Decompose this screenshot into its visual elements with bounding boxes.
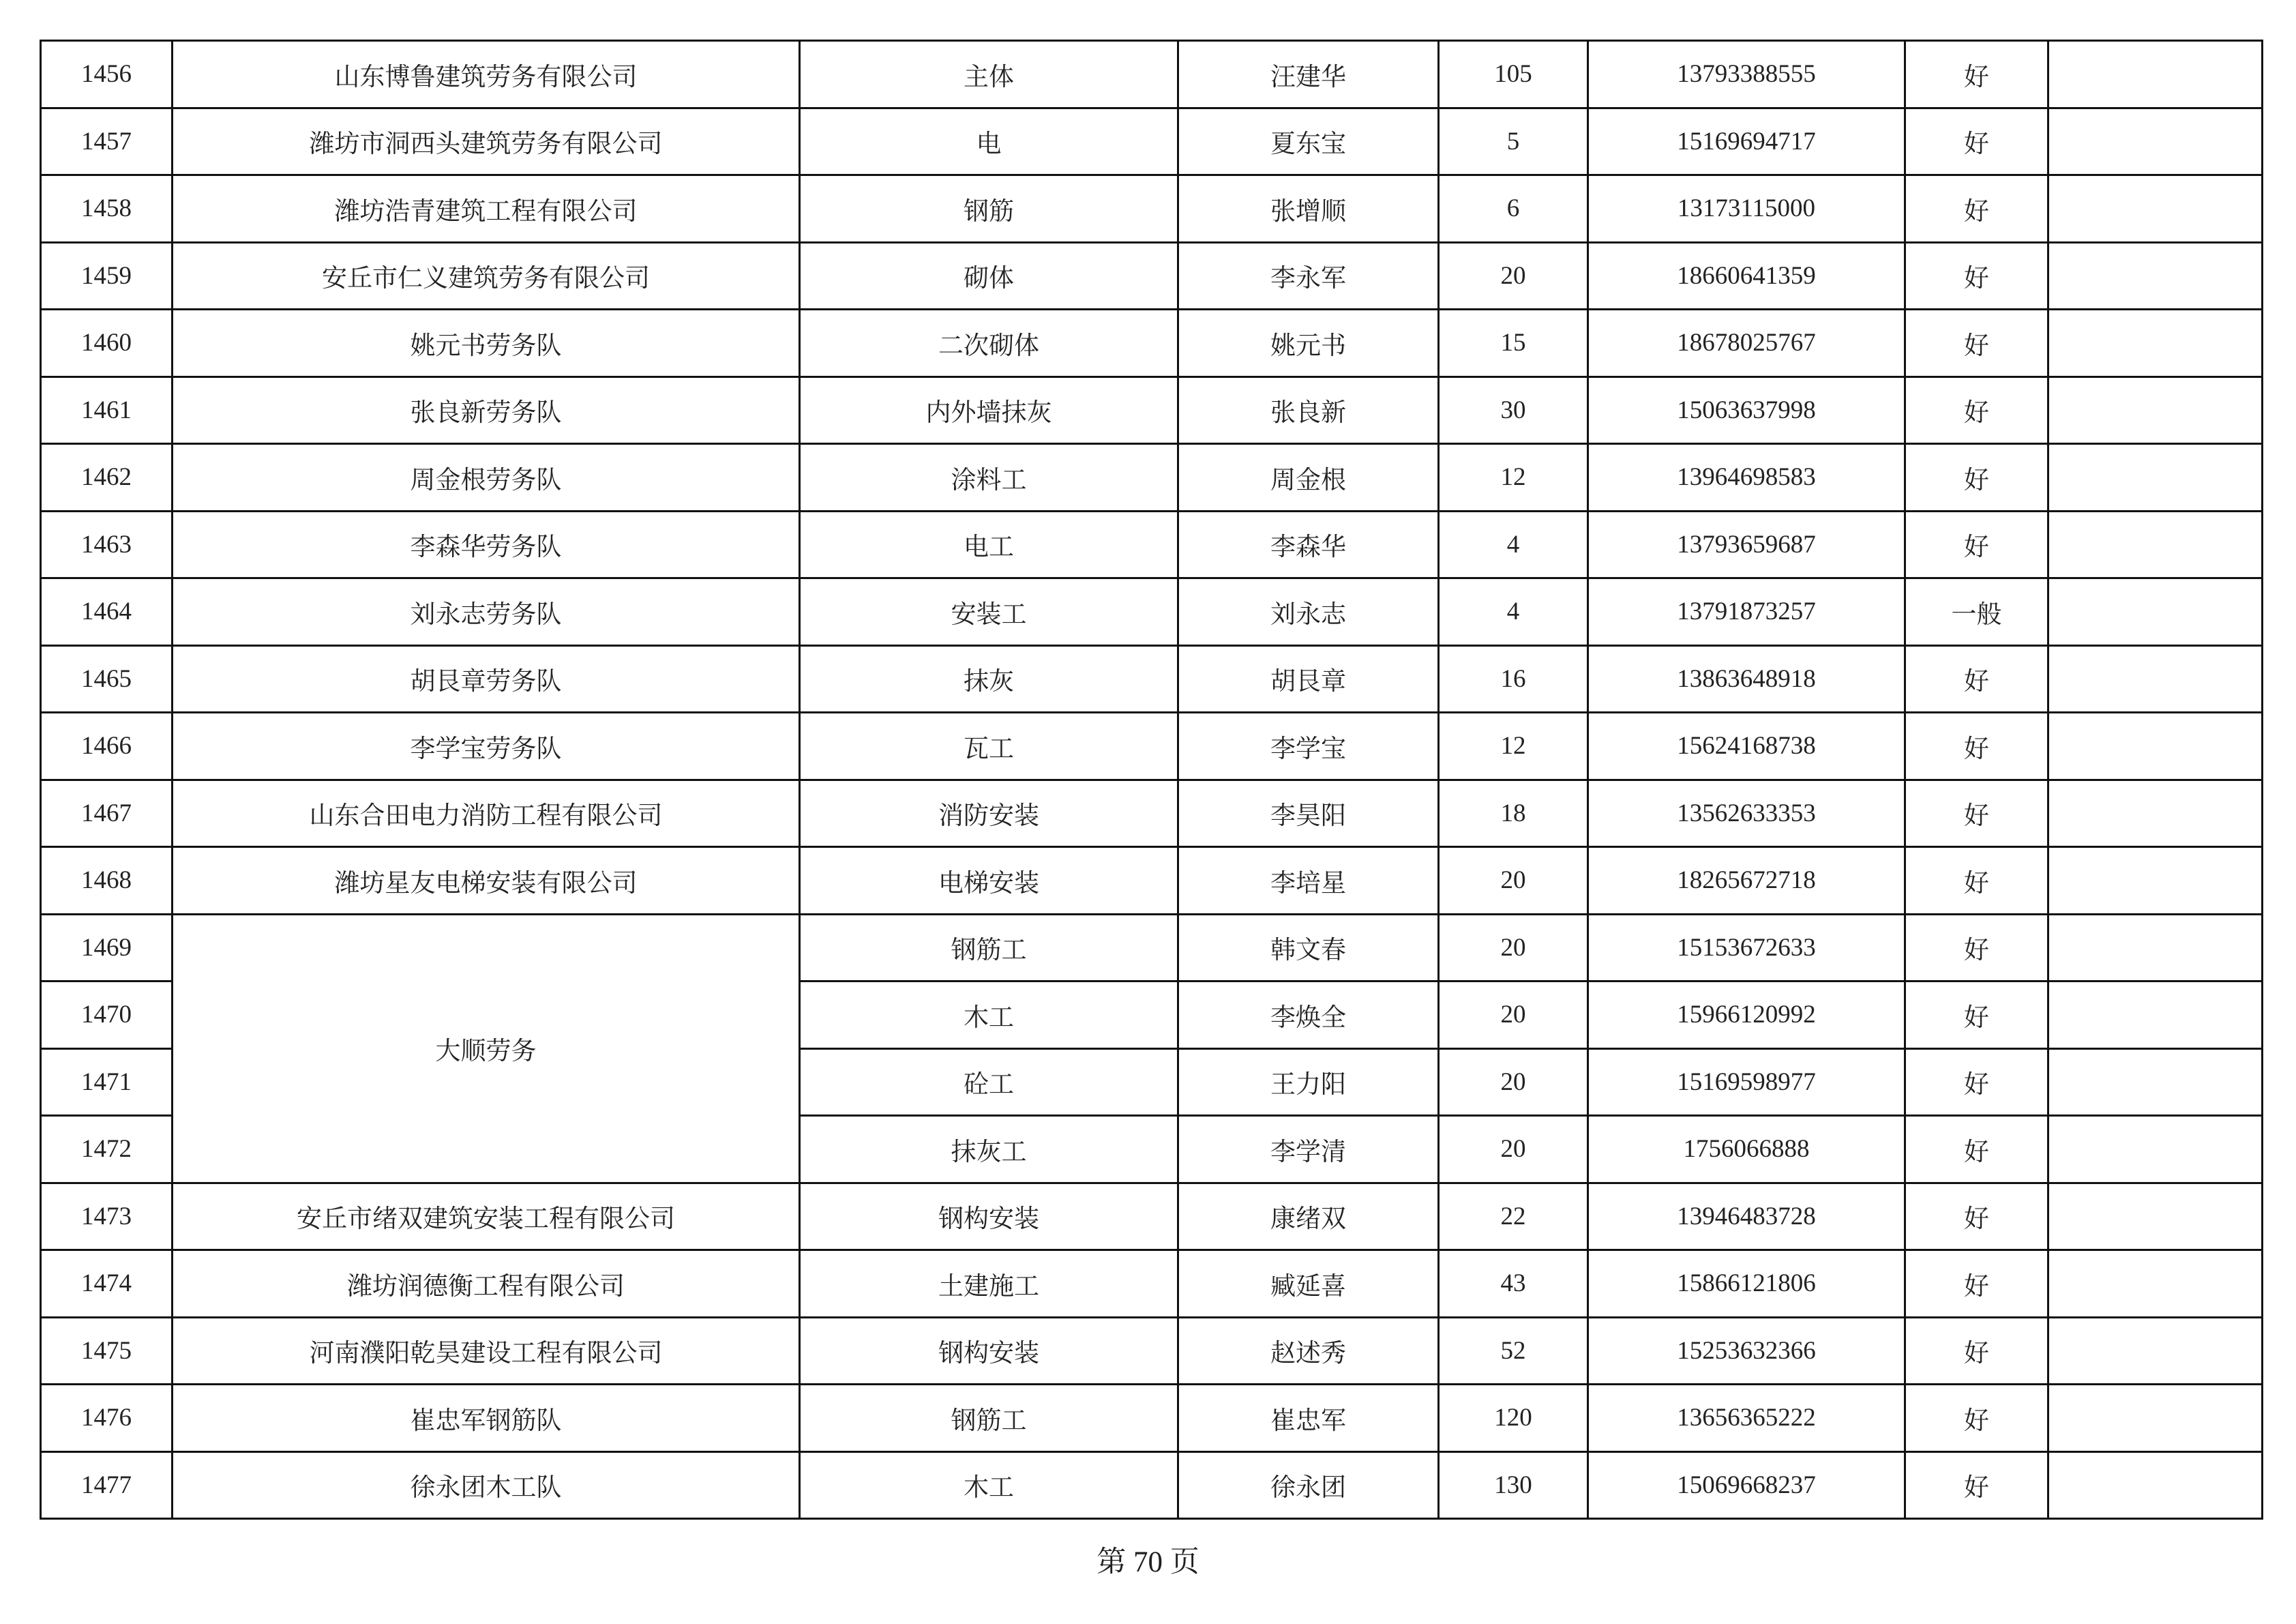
company-cell: 周金根劳务队 <box>173 444 800 512</box>
phone-cell: 15063637998 <box>1588 377 1905 444</box>
phone-cell: 15153672633 <box>1588 914 1905 981</box>
company-cell: 安丘市绪双建筑安装工程有限公司 <box>173 1183 800 1250</box>
company-cell: 崔忠军钢筋队 <box>173 1385 800 1452</box>
subcontractor-table <box>40 40 2263 1520</box>
headcount-cell: 22 <box>1439 1183 1588 1250</box>
row-number-cell: 1461 <box>41 377 173 444</box>
leader-cell: 李焕全 <box>1178 981 1439 1049</box>
table-row <box>41 1451 2263 1519</box>
trade-cell: 钢构安装 <box>800 1317 1178 1385</box>
rating-cell: 好 <box>1905 242 2048 310</box>
phone-cell: 15069668237 <box>1588 1451 1905 1519</box>
remark-cell <box>2048 175 2263 243</box>
leader-cell: 姚元书 <box>1178 310 1439 377</box>
rating-cell: 好 <box>1905 1451 2048 1519</box>
table-row <box>41 1385 2263 1452</box>
row-number-cell: 1456 <box>41 41 173 108</box>
headcount-cell: 15 <box>1439 310 1588 377</box>
rating-cell: 好 <box>1905 1250 2048 1318</box>
headcount-cell: 4 <box>1439 578 1588 646</box>
phone-cell: 13562633353 <box>1588 780 1905 847</box>
trade-cell: 安装工 <box>800 578 1178 646</box>
trade-cell: 木工 <box>800 981 1178 1049</box>
leader-cell: 李学宝 <box>1178 713 1439 780</box>
remark-cell <box>2048 310 2263 377</box>
headcount-cell: 30 <box>1439 377 1588 444</box>
trade-cell: 涂料工 <box>800 444 1178 512</box>
table-row <box>41 108 2263 175</box>
table-row <box>41 847 2263 915</box>
phone-cell: 13863648918 <box>1588 645 1905 713</box>
headcount-cell: 4 <box>1439 511 1588 578</box>
rating-cell: 一般 <box>1905 578 2048 646</box>
trade-cell: 砼工 <box>800 1048 1178 1116</box>
company-cell: 徐永团木工队 <box>173 1451 800 1519</box>
row-number-cell: 1473 <box>41 1183 173 1250</box>
trade-cell: 电梯安装 <box>800 847 1178 915</box>
headcount-cell: 5 <box>1439 108 1588 175</box>
headcount-cell: 20 <box>1439 847 1588 915</box>
rating-cell: 好 <box>1905 1385 2048 1452</box>
rating-cell: 好 <box>1905 377 2048 444</box>
row-number-cell: 1462 <box>41 444 173 512</box>
headcount-cell: 43 <box>1439 1250 1588 1318</box>
page-number: 第 70 页 <box>1097 1546 1199 1578</box>
row-number-cell: 1464 <box>41 578 173 646</box>
company-cell: 潍坊浩青建筑工程有限公司 <box>173 175 800 243</box>
row-number-cell: 1463 <box>41 511 173 578</box>
phone-cell: 13173115000 <box>1588 175 1905 243</box>
row-number-cell: 1476 <box>41 1385 173 1452</box>
remark-cell <box>2048 578 2263 646</box>
table-row <box>41 1183 2263 1250</box>
leader-cell: 周金根 <box>1178 444 1439 512</box>
row-number-cell: 1471 <box>41 1048 173 1116</box>
trade-cell: 电工 <box>800 511 1178 578</box>
remark-cell <box>2048 1048 2263 1116</box>
remark-cell <box>2048 1317 2263 1385</box>
table-row <box>41 780 2263 847</box>
phone-cell: 13656365222 <box>1588 1385 1905 1452</box>
leader-cell: 胡艮章 <box>1178 645 1439 713</box>
table-row <box>41 444 2263 512</box>
remark-cell <box>2048 511 2263 578</box>
headcount-cell: 20 <box>1439 242 1588 310</box>
phone-cell: 15624168738 <box>1588 713 1905 780</box>
company-cell: 胡艮章劳务队 <box>173 645 800 713</box>
leader-cell: 李森华 <box>1178 511 1439 578</box>
phone-cell: 18265672718 <box>1588 847 1905 915</box>
leader-cell: 徐永团 <box>1178 1451 1439 1519</box>
rating-cell: 好 <box>1905 175 2048 243</box>
company-cell: 刘永志劳务队 <box>173 578 800 646</box>
trade-cell: 钢构安装 <box>800 1183 1178 1250</box>
headcount-cell: 20 <box>1439 1116 1588 1183</box>
rating-cell: 好 <box>1905 1048 2048 1116</box>
trade-cell: 土建施工 <box>800 1250 1178 1318</box>
company-cell: 安丘市仁义建筑劳务有限公司 <box>173 242 800 310</box>
phone-cell: 15169598977 <box>1588 1048 1905 1116</box>
remark-cell <box>2048 645 2263 713</box>
leader-cell: 李昊阳 <box>1178 780 1439 847</box>
table-row <box>41 914 2263 981</box>
phone-cell: 13946483728 <box>1588 1183 1905 1250</box>
trade-cell: 木工 <box>800 1451 1178 1519</box>
headcount-cell: 12 <box>1439 444 1588 512</box>
rating-cell: 好 <box>1905 713 2048 780</box>
table-row <box>41 578 2263 646</box>
row-number-cell: 1467 <box>41 780 173 847</box>
remark-cell <box>2048 780 2263 847</box>
row-number-cell: 1458 <box>41 175 173 243</box>
remark-cell <box>2048 377 2263 444</box>
table-row <box>41 310 2263 377</box>
leader-cell: 王力阳 <box>1178 1048 1439 1116</box>
leader-cell: 李永军 <box>1178 242 1439 310</box>
remark-cell <box>2048 981 2263 1049</box>
rating-cell: 好 <box>1905 41 2048 108</box>
headcount-cell: 18 <box>1439 780 1588 847</box>
rating-cell: 好 <box>1905 310 2048 377</box>
leader-cell: 李学清 <box>1178 1116 1439 1183</box>
leader-cell: 张良新 <box>1178 377 1439 444</box>
leader-cell: 夏东宝 <box>1178 108 1439 175</box>
phone-cell: 18678025767 <box>1588 310 1905 377</box>
headcount-cell: 12 <box>1439 713 1588 780</box>
row-number-cell: 1470 <box>41 981 173 1049</box>
headcount-cell: 130 <box>1439 1451 1588 1519</box>
headcount-cell: 20 <box>1439 981 1588 1049</box>
rating-cell: 好 <box>1905 914 2048 981</box>
remark-cell <box>2048 914 2263 981</box>
table-row <box>41 645 2263 713</box>
company-cell: 李学宝劳务队 <box>173 713 800 780</box>
phone-cell: 13964698583 <box>1588 444 1905 512</box>
trade-cell: 内外墙抹灰 <box>800 377 1178 444</box>
row-number-cell: 1475 <box>41 1317 173 1385</box>
company-cell: 潍坊星友电梯安装有限公司 <box>173 847 800 915</box>
trade-cell: 钢筋 <box>800 175 1178 243</box>
row-number-cell: 1469 <box>41 914 173 981</box>
remark-cell <box>2048 1250 2263 1318</box>
headcount-cell: 52 <box>1439 1317 1588 1385</box>
row-number-cell: 1457 <box>41 108 173 175</box>
headcount-cell: 20 <box>1439 914 1588 981</box>
headcount-cell: 20 <box>1439 1048 1588 1116</box>
rating-cell: 好 <box>1905 645 2048 713</box>
company-cell-merged: 大顺劳务 <box>173 914 800 1183</box>
leader-cell: 张增顺 <box>1178 175 1439 243</box>
row-number-cell: 1477 <box>41 1451 173 1519</box>
company-cell: 山东博鲁建筑劳务有限公司 <box>173 41 800 108</box>
remark-cell <box>2048 242 2263 310</box>
row-number-cell: 1474 <box>41 1250 173 1318</box>
leader-cell: 李培星 <box>1178 847 1439 915</box>
rating-cell: 好 <box>1905 981 2048 1049</box>
headcount-cell: 105 <box>1439 41 1588 108</box>
table-row <box>41 41 2263 108</box>
trade-cell: 主体 <box>800 41 1178 108</box>
company-cell: 李森华劳务队 <box>173 511 800 578</box>
phone-cell: 15169694717 <box>1588 108 1905 175</box>
rating-cell: 好 <box>1905 1183 2048 1250</box>
headcount-cell: 120 <box>1439 1385 1588 1452</box>
company-cell: 潍坊市洞西头建筑劳务有限公司 <box>173 108 800 175</box>
remark-cell <box>2048 1451 2263 1519</box>
table-row <box>41 242 2263 310</box>
company-cell: 张良新劳务队 <box>173 377 800 444</box>
company-cell: 河南濮阳乾昊建设工程有限公司 <box>173 1317 800 1385</box>
leader-cell: 康绪双 <box>1178 1183 1439 1250</box>
remark-cell <box>2048 108 2263 175</box>
trade-cell: 电 <box>800 108 1178 175</box>
leader-cell: 崔忠军 <box>1178 1385 1439 1452</box>
row-number-cell: 1460 <box>41 310 173 377</box>
trade-cell: 抹灰工 <box>800 1116 1178 1183</box>
leader-cell: 赵述秀 <box>1178 1317 1439 1385</box>
rating-cell: 好 <box>1905 780 2048 847</box>
table-row <box>41 511 2263 578</box>
remark-cell <box>2048 444 2263 512</box>
company-cell: 山东合田电力消防工程有限公司 <box>173 780 800 847</box>
company-cell: 潍坊润德衡工程有限公司 <box>173 1250 800 1318</box>
leader-cell: 汪建华 <box>1178 41 1439 108</box>
rating-cell: 好 <box>1905 1317 2048 1385</box>
trade-cell: 钢筋工 <box>800 914 1178 981</box>
rating-cell: 好 <box>1905 444 2048 512</box>
headcount-cell: 6 <box>1439 175 1588 243</box>
remark-cell <box>2048 1385 2263 1452</box>
remark-cell <box>2048 713 2263 780</box>
remark-cell <box>2048 41 2263 108</box>
trade-cell: 瓦工 <box>800 713 1178 780</box>
rating-cell: 好 <box>1905 511 2048 578</box>
phone-cell: 1756066888 <box>1588 1116 1905 1183</box>
phone-cell: 15866121806 <box>1588 1250 1905 1318</box>
row-number-cell: 1466 <box>41 713 173 780</box>
rating-cell: 好 <box>1905 1116 2048 1183</box>
headcount-cell: 16 <box>1439 645 1588 713</box>
table-row <box>41 1250 2263 1318</box>
remark-cell <box>2048 847 2263 915</box>
row-number-cell: 1459 <box>41 242 173 310</box>
phone-cell: 18660641359 <box>1588 242 1905 310</box>
leader-cell: 韩文春 <box>1178 914 1439 981</box>
rating-cell: 好 <box>1905 108 2048 175</box>
remark-cell <box>2048 1183 2263 1250</box>
trade-cell: 抹灰 <box>800 645 1178 713</box>
phone-cell: 15966120992 <box>1588 981 1905 1049</box>
company-cell: 姚元书劳务队 <box>173 310 800 377</box>
table-row <box>41 175 2263 243</box>
row-number-cell: 1468 <box>41 847 173 915</box>
trade-cell: 消防安装 <box>800 780 1178 847</box>
phone-cell: 13793388555 <box>1588 41 1905 108</box>
trade-cell: 砌体 <box>800 242 1178 310</box>
remark-cell <box>2048 1116 2263 1183</box>
row-number-cell: 1472 <box>41 1116 173 1183</box>
table-row <box>41 1317 2263 1385</box>
table-row <box>41 713 2263 780</box>
leader-cell: 臧延喜 <box>1178 1250 1439 1318</box>
trade-cell: 钢筋工 <box>800 1385 1178 1452</box>
rating-cell: 好 <box>1905 847 2048 915</box>
row-number-cell: 1465 <box>41 645 173 713</box>
phone-cell: 13793659687 <box>1588 511 1905 578</box>
phone-cell: 15253632366 <box>1588 1317 1905 1385</box>
phone-cell: 13791873257 <box>1588 578 1905 646</box>
table-row <box>41 377 2263 444</box>
trade-cell: 二次砌体 <box>800 310 1178 377</box>
leader-cell: 刘永志 <box>1178 578 1439 646</box>
